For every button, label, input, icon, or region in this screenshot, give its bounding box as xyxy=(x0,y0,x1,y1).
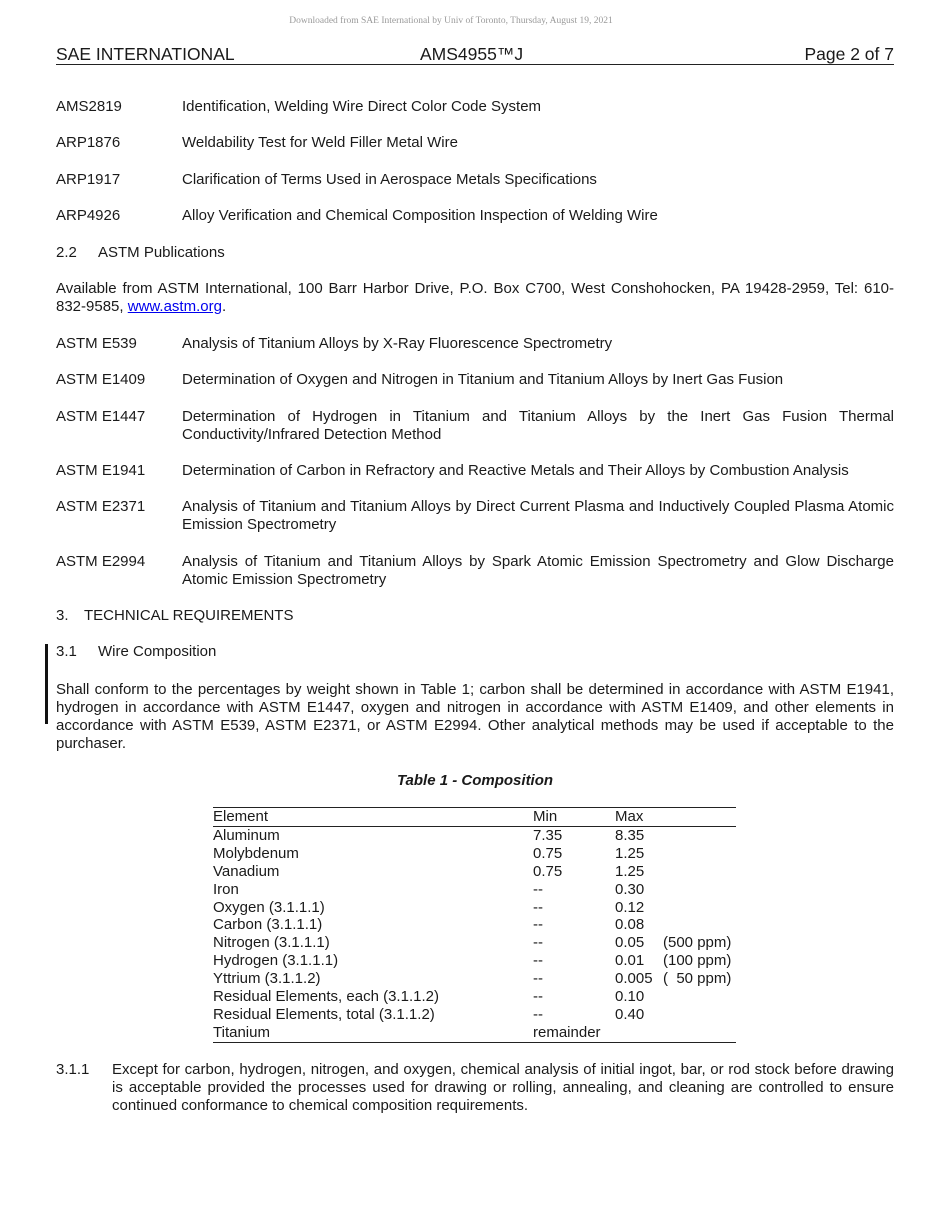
reference-title: Determination of Carbon in Refractory and Reactive Metals and Their Alloys by Combustion Analysis xyxy=(182,462,849,479)
astm-availability-paragraph xyxy=(56,280,894,316)
reference-title: Analysis of Titanium and Titanium Alloys by Spark Atomic Emission Spectrometry and Glow Discharge Atomic Emission Spectrometry xyxy=(182,553,894,588)
cell-ppm: (500 ppm) xyxy=(663,934,732,952)
cell-element: Molybdenum xyxy=(213,844,299,862)
cell-min: -- xyxy=(533,898,543,916)
cell-ppm xyxy=(663,881,736,899)
cell-ppm xyxy=(663,988,736,1006)
reference-code: ARP1917 xyxy=(56,171,121,188)
cell-element: Oxygen (3.1.1.1) xyxy=(213,898,325,916)
cell-ppm xyxy=(663,1006,736,1024)
section-heading-3-1 xyxy=(56,643,216,661)
cell-max: 1.25 xyxy=(615,844,645,862)
cell-max: 0.40 xyxy=(615,1005,645,1023)
table-row xyxy=(213,826,736,844)
table-caption: Table 1 - Composition xyxy=(396,772,554,789)
composition-table xyxy=(213,807,736,1043)
table-row xyxy=(213,863,736,881)
download-note: Downloaded from SAE International by Univ of Toronto, Thursday, August 19, 2021 xyxy=(289,16,613,26)
table-row xyxy=(213,1024,736,1042)
section-number: 3.1.1 xyxy=(56,1061,90,1078)
table-row xyxy=(213,916,736,934)
cell-element: Yttrium (3.1.1.2) xyxy=(213,970,321,988)
header-page-number: Page 2 of 7 xyxy=(804,44,894,64)
cell-ppm: (100 ppm) xyxy=(663,952,732,970)
cell-element: Hydrogen (3.1.1.1) xyxy=(213,952,339,970)
cell-max: 0.05 xyxy=(615,934,645,952)
table-row xyxy=(213,970,736,988)
cell-element: Carbon (3.1.1.1) xyxy=(213,916,323,934)
cell-min: -- xyxy=(533,952,543,970)
section-number: 3.1 xyxy=(56,643,77,660)
cell-min: 7.35 xyxy=(533,826,563,844)
table-row xyxy=(213,845,736,863)
link-suffix: . xyxy=(221,298,227,315)
header-document-number: AMS4955™J xyxy=(420,44,524,64)
reference-entry xyxy=(56,408,894,444)
section-heading-3 xyxy=(56,607,293,625)
cell-ppm xyxy=(663,899,736,917)
section-number: 3. xyxy=(56,607,69,624)
cell-min: remainder xyxy=(533,1023,601,1041)
cell-ppm xyxy=(663,916,736,934)
reference-title: Identification, Welding Wire Direct Color Code System xyxy=(182,98,542,115)
revision-change-bar xyxy=(45,644,48,724)
cell-element: Titanium xyxy=(213,1023,270,1041)
cell-max: 0.12 xyxy=(615,898,645,916)
reference-title: Alloy Verification and Chemical Composition Inspection of Welding Wire xyxy=(182,207,658,224)
cell-element: Aluminum xyxy=(213,826,280,844)
page-header xyxy=(56,44,894,65)
astm-website-link[interactable]: www.astm.org xyxy=(127,298,222,315)
reference-code: ASTM E1447 xyxy=(56,408,146,425)
cell-element: Vanadium xyxy=(213,862,280,880)
reference-code: AMS2819 xyxy=(56,98,122,115)
section-3-1-1-text: Except for carbon, hydrogen, nitrogen, and oxygen, chemical analysis of initial ingot, bar, or rod stock before drawing is acceptable provided the processes used for drawing or rolling, annealing, and cleaning are controlled to ensure continued conformance to chemical composition requirements. xyxy=(112,1061,894,1114)
availability-text: Available from ASTM International, 100 Barr Harbor Drive, P.O. Box C700, West Conshohocken, PA 19428-2959, Tel: 610-832-9585, xyxy=(56,280,894,315)
table-row xyxy=(213,1006,736,1024)
section-title: Wire Composition xyxy=(98,643,217,660)
cell-max: 0.01 xyxy=(615,952,645,970)
cell-element: Residual Elements, total (3.1.1.2) xyxy=(213,1005,435,1023)
table-row xyxy=(213,899,736,917)
section-3-1-1 xyxy=(56,1061,894,1115)
reference-title: Determination of Hydrogen in Titanium and Titanium Alloys by the Inert Gas Fusion Thermal Conductivity/Infrared Detection Method xyxy=(182,408,894,443)
reference-entry xyxy=(56,207,894,225)
cell-ppm xyxy=(663,863,736,881)
cell-element: Nitrogen (3.1.1.1) xyxy=(213,934,330,952)
reference-title: Determination of Oxygen and Nitrogen in Titanium and Titanium Alloys by Inert Gas Fusion xyxy=(182,371,784,388)
header-element: Element xyxy=(213,808,269,825)
cell-min: -- xyxy=(533,934,543,952)
cell-max: 0.005 xyxy=(615,970,653,988)
cell-min: -- xyxy=(533,970,543,988)
reference-code: ASTM E539 xyxy=(56,335,137,352)
section-title: TECHNICAL REQUIREMENTS xyxy=(84,607,294,624)
section-heading-2-2 xyxy=(56,244,225,262)
reference-title: Analysis of Titanium Alloys by X-Ray Fluorescence Spectrometry xyxy=(182,335,613,352)
reference-code: ASTM E2994 xyxy=(56,553,146,570)
cell-max: 0.30 xyxy=(615,880,645,898)
table-row xyxy=(213,952,736,970)
reference-entry xyxy=(56,498,894,534)
reference-title: Analysis of Titanium and Titanium Alloys by Direct Current Plasma and Inductively Coupled Plasma Atomic Emission Spectrometry xyxy=(182,498,894,533)
cell-max: 0.08 xyxy=(615,916,645,934)
cell-min: -- xyxy=(533,988,543,1006)
reference-entry xyxy=(56,171,894,189)
table-row xyxy=(213,934,736,952)
cell-ppm xyxy=(663,826,736,844)
header-ppm xyxy=(663,808,736,827)
cell-max xyxy=(615,1024,663,1042)
cell-min: -- xyxy=(533,880,543,898)
reference-code: ASTM E2371 xyxy=(56,498,146,515)
cell-element: Residual Elements, each (3.1.1.2) xyxy=(213,988,439,1006)
reference-entry xyxy=(56,98,894,116)
reference-entry xyxy=(56,335,894,353)
reference-code: ASTM E1941 xyxy=(56,462,146,479)
cell-min: 0.75 xyxy=(533,862,563,880)
cell-ppm: ( 50 ppm) xyxy=(663,970,732,988)
table-header-row xyxy=(213,808,736,827)
table-row xyxy=(213,988,736,1006)
cell-ppm xyxy=(663,845,736,863)
reference-title: Weldability Test for Weld Filler Metal Wire xyxy=(182,134,458,151)
cell-max: 0.10 xyxy=(615,988,645,1006)
cell-min: 0.75 xyxy=(533,844,563,862)
section-title: ASTM Publications xyxy=(98,244,225,261)
reference-code: ASTM E1409 xyxy=(56,371,146,388)
section-number: 2.2 xyxy=(56,244,77,261)
cell-min: -- xyxy=(533,916,543,934)
reference-entry xyxy=(56,371,894,389)
reference-entry xyxy=(56,553,894,589)
wire-composition-paragraph: Shall conform to the percentages by weight shown in Table 1; carbon shall be determined in accordance with ASTM E1941, hydrogen in accordance with ASTM E1447, oxygen and nitrogen in accordance with ASTM E1409, and other elements in accordance with ASTM E539, ASTM E2371, or ASTM E2994. Other analytical methods may be used if acceptable to the purchaser. xyxy=(56,681,894,752)
cell-element: Iron xyxy=(213,880,239,898)
reference-title: Clarification of Terms Used in Aerospace Metals Specifications xyxy=(182,171,597,188)
header-organization: SAE INTERNATIONAL xyxy=(56,44,235,64)
cell-min: -- xyxy=(533,1005,543,1023)
reference-code: ARP1876 xyxy=(56,134,121,151)
table-row xyxy=(213,881,736,899)
cell-max: 8.35 xyxy=(615,826,645,844)
reference-code: ARP4926 xyxy=(56,207,121,224)
header-max: Max xyxy=(615,808,644,825)
header-min: Min xyxy=(533,808,558,825)
reference-entry xyxy=(56,462,894,480)
cell-max: 1.25 xyxy=(615,862,645,880)
reference-entry xyxy=(56,134,894,152)
cell-ppm xyxy=(663,1024,736,1042)
